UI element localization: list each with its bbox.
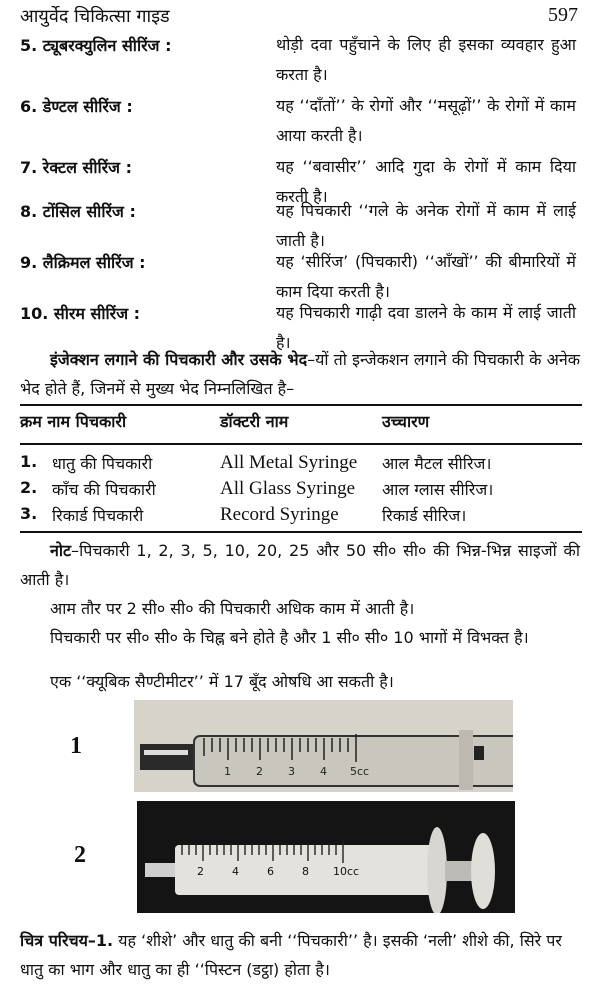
caption-label: चित्र परिचय–1. (20, 931, 114, 950)
glass-syringe-photo (137, 801, 515, 913)
table-header-doctor-name: डॉक्टरी नाम (220, 412, 289, 431)
syringe-term: 10. सीरम सीरिंज : (20, 304, 141, 323)
syringe-description: यह ‘‘दाँतों’’ के रोगों और ‘‘मसूढ़ों’’ के रोगों में काम आया करती है। (276, 96, 576, 145)
row-pronunciation: आल ग्लास सीरिज। (382, 480, 494, 499)
page-number: 597 (548, 4, 578, 26)
syringe-term: 7. रेक्टल सीरिंज : (20, 158, 133, 177)
row-doctor-name: All Metal Syringe (220, 452, 358, 473)
syringe-term: 5. ट्यूबरक्युलिन सीरिंज : (20, 36, 172, 55)
note-text: –पिचकारी 1, 2, 3, 5, 10, 20, 25 और 50 सी० सी० की भिन्न-भिन्न साइजों की आती है। (20, 541, 580, 589)
syringe-term: 8. टोंसिल सीरिंज : (20, 202, 136, 221)
syringe-icon (134, 700, 513, 792)
syringe-description: यह ‘‘बवासीर’’ आदि गुदा के रोगों में काम दिया करती है। (276, 157, 576, 206)
syringe-description: थोड़ी दवा पहुँचाने के लिए ही इसका व्यवहार हुआ करता है। (276, 35, 576, 84)
syringe-icon (137, 801, 515, 913)
figure-number: 2 (74, 842, 86, 868)
row-name: धातु की पिचकारी (52, 454, 153, 473)
svg-text:4: 4 (232, 865, 239, 878)
syringe-description: यह ‘सीरिंज’ (पिचकारी) ‘‘आँखों’’ की बीमारियों में काम दिया करती है। (276, 252, 576, 301)
svg-text:10cc: 10cc (333, 865, 360, 878)
table-header-pronunciation: उच्चारण (382, 412, 430, 431)
row-doctor-name: All Glass Syringe (220, 478, 356, 499)
note-line: पिचकारी पर सी० सी० के चिह्न बने होते है और 1 सी० सी० 10 भागों में विभक्त है। (50, 628, 529, 647)
figure-caption (20, 926, 580, 984)
table-header-name: क्रम नाम पिचकारी (20, 412, 127, 431)
note-paragraph (20, 536, 580, 594)
table-bottom-rule (20, 531, 582, 533)
row-pronunciation: आल मैटल सीरिज। (382, 454, 492, 473)
row-number: 1. (20, 452, 38, 471)
row-number: 3. (20, 504, 38, 523)
svg-text:3: 3 (288, 765, 295, 778)
table-header-rule (20, 443, 582, 445)
figure-number: 1 (70, 733, 82, 759)
svg-text:6: 6 (267, 865, 274, 878)
note-line: आम तौर पर 2 सी० सी० की पिचकारी अधिक काम में आती है। (50, 599, 415, 618)
row-name: काँच की पिचकारी (52, 480, 156, 499)
svg-text:2: 2 (256, 765, 263, 778)
note-label: नोट (50, 541, 72, 560)
row-name: रिकार्ड पिचकारी (52, 506, 144, 525)
syringe-description: यह पिचकारी ‘‘गले के अनेक रोगों में काम में लाई जाती है। (276, 201, 576, 250)
svg-text:4: 4 (320, 765, 327, 778)
book-title: आयुर्वेद चिकित्सा गाइड (20, 6, 170, 27)
note-line: एक ‘‘क्यूबिक सैण्टीमीटर’’ में 17 बूँद ओषधि आ सकती है। (50, 672, 394, 691)
row-number: 2. (20, 478, 38, 497)
caption-text: यह ‘शीशे’ और धातु की बनी ‘‘पिचकारी’’ है। इसकी ‘नली’ शीशे की, सिरे पर धातु का भाग और धातु का ही ‘‘पिस्टन (डट्ठा) होता है। (20, 931, 562, 979)
section-paragraph (20, 345, 580, 403)
metal-syringe-photo (134, 700, 513, 792)
syringe-term: 6. डेण्टल सीरिंज : (20, 97, 133, 116)
svg-text:1: 1 (224, 765, 231, 778)
row-doctor-name: Record Syringe (220, 504, 339, 525)
syringe-term: 9. लैक्रिमल सीरिंज : (20, 253, 146, 272)
row-pronunciation: रिकार्ड सीरिज। (382, 506, 467, 525)
svg-text:2: 2 (197, 865, 204, 878)
section-text: –यों तो इन्जेकशन लगाने की पिचकारी के अनेक भेद होते हैं, जिनमें से मुख्य भेद निम्नलिखित है– (20, 350, 581, 398)
svg-text:8: 8 (302, 865, 309, 878)
syringe-description: यह पिचकारी गाढ़ी दवा डालने के काम में लाई जाती है। (276, 303, 576, 352)
section-heading: इंजेक्शन लगाने की पिचकारी और उसके भेद (50, 350, 308, 369)
svg-text:5cc: 5cc (350, 765, 370, 778)
table-top-rule (20, 404, 582, 406)
